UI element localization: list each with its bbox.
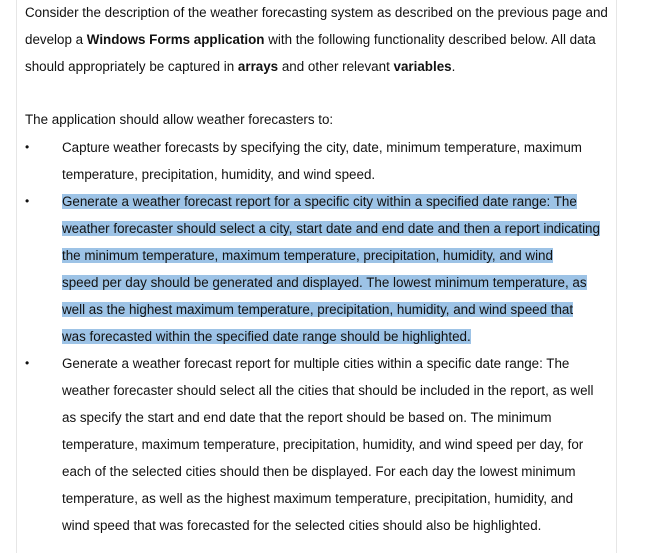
list-item-3-line-4: temperature, maximum temperature, precipitation, humidity, and wind speed per day, for xyxy=(62,437,584,452)
highlighted-text: speed per day should be generated and displayed. The lowest minimum temperature, as xyxy=(62,275,587,290)
highlighted-text: the minimum temperature, maximum temperature, precipitation, humidity, and wind xyxy=(62,248,553,263)
lead-text: The application should allow weather forecasters to: xyxy=(25,112,334,127)
list-item-3-line-6: temperature, as well as the highest maximum temperature, precipitation, humidity, and xyxy=(62,491,574,506)
intro-bold-windows-forms: Windows Forms application xyxy=(86,32,265,47)
intro-line-2 xyxy=(25,30,596,49)
intro-text: Consider the description of the weather forecasting system as described on the previous page and xyxy=(25,5,608,20)
list-item-3-line-7: wind speed that was forecasted for the selected cities should also be highlighted. xyxy=(62,518,542,533)
bullet-icon: • xyxy=(25,356,30,370)
list-item-2-line-5 xyxy=(62,300,573,319)
highlighted-text: was forecasted within the specified date range should be highlighted. xyxy=(62,329,471,344)
list-item-3-line-2: weather forecaster should select all the cities that should be included in the report, as well xyxy=(62,383,594,398)
intro-text: and other relevant xyxy=(278,59,394,74)
list-item-2-line-6 xyxy=(62,327,471,346)
intro-text: should appropriately be captured in xyxy=(25,59,238,74)
highlighted-text: Generate a weather forecast report for a specific city within a specified date range: The xyxy=(62,194,577,209)
highlighted-text: well as the highest maximum temperature, precipitation, humidity, and wind speed that xyxy=(62,302,574,317)
intro-bold-variables: variables xyxy=(393,59,452,74)
list-item-1-line-2: temperature, precipitation, humidity, and wind speed. xyxy=(62,167,376,182)
list-item-3-line-5: each of the selected cities should then be displayed. For each day the lowest minimum xyxy=(62,464,576,479)
bullet-icon: • xyxy=(25,194,30,208)
intro-bold-arrays: arrays xyxy=(237,59,279,74)
page-edge-right xyxy=(616,0,617,553)
list-item-2-line-3 xyxy=(62,246,553,265)
list-item-3-line-1: Generate a weather forecast report for multiple cities within a specific date range: The xyxy=(62,356,570,371)
list-item-3-line-3: as specify the start and end date that the report should be based on. The minimum xyxy=(62,410,552,425)
intro-text: . xyxy=(451,59,456,74)
list-item-1-line-1: Capture weather forecasts by specifying the city, date, minimum temperature, maximum xyxy=(62,140,582,155)
lead-sentence xyxy=(25,110,333,129)
intro-text: with the following functionality described below. All data xyxy=(264,32,596,47)
page-edge-left xyxy=(16,0,17,553)
intro-text: develop a xyxy=(25,32,87,47)
highlighted-text: weather forecaster should select a city, start date and end date and then a report indicating xyxy=(62,221,600,236)
list-item-2-line-2 xyxy=(62,219,600,238)
list-item-2-line-1 xyxy=(62,192,577,211)
list-item-2-line-4 xyxy=(62,273,587,292)
intro-line-1 xyxy=(25,3,608,22)
intro-line-3 xyxy=(25,57,455,76)
bullet-icon: • xyxy=(25,140,30,154)
